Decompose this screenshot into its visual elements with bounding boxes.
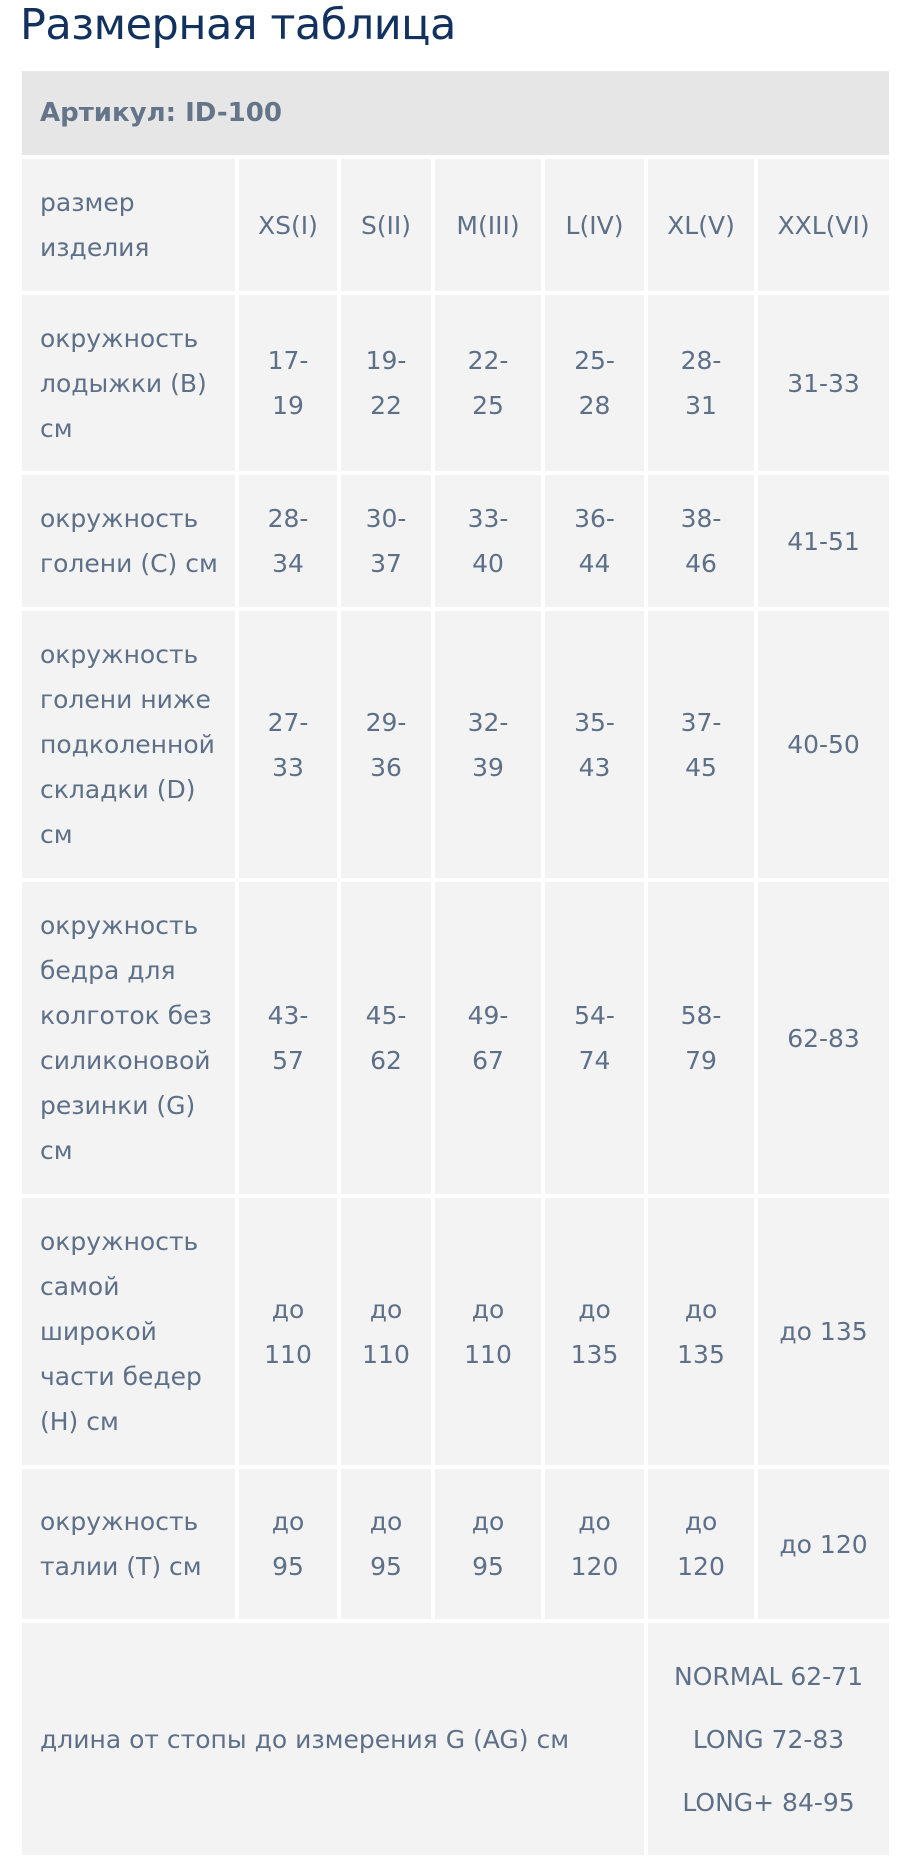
value-cell: до 135 (543, 1196, 646, 1467)
table-row (22, 473, 889, 609)
table-row (22, 880, 889, 1196)
value-cell: 33-40 (433, 473, 543, 609)
article-row (22, 71, 889, 157)
value-cell: 35-43 (543, 609, 646, 880)
value-cell: 27-33 (237, 609, 339, 880)
size-header-cell: XL(V) (646, 157, 756, 293)
table-row (22, 1467, 889, 1621)
table-row (22, 1196, 889, 1467)
value-cell: 32-39 (433, 609, 543, 880)
size-table (22, 71, 889, 1859)
value-cell: 30-37 (339, 473, 433, 609)
value-cell: до 135 (646, 1196, 756, 1467)
size-header-cell: XXL(VI) (756, 157, 889, 293)
value-cell: 22-25 (433, 293, 543, 473)
row-label: окружность бедра для колготок без силиконовой резинки (G) см (22, 880, 237, 1196)
value-cell: 17-19 (237, 293, 339, 473)
size-header-row (22, 157, 889, 293)
value-cell: 43-57 (237, 880, 339, 1196)
page-title: Размерная таблица (20, 0, 456, 50)
size-header-cell: S(II) (339, 157, 433, 293)
length-value: NORMAL 62-71 (674, 1661, 863, 1691)
row-label: окружность самой широкой части бедер (H) см (22, 1196, 237, 1467)
row-label: окружность талии (T) см (22, 1467, 237, 1621)
value-cell: 28-31 (646, 293, 756, 473)
row-label: окружность голени ниже подколенной складки (D) см (22, 609, 237, 880)
length-values (646, 1621, 889, 1857)
value-cell: до 95 (339, 1467, 433, 1621)
value-cell: 62-83 (756, 880, 889, 1196)
value-cell: 28-34 (237, 473, 339, 609)
value-cell: 19-22 (339, 293, 433, 473)
value-cell: 36-44 (543, 473, 646, 609)
value-cell: 25-28 (543, 293, 646, 473)
value-cell: 29-36 (339, 609, 433, 880)
value-cell: 38-46 (646, 473, 756, 609)
value-cell: до 120 (543, 1467, 646, 1621)
value-cell: 54-74 (543, 880, 646, 1196)
value-cell: до 95 (237, 1467, 339, 1621)
value-cell: 45-62 (339, 880, 433, 1196)
length-value: LONG 72-83 (692, 1724, 845, 1754)
value-cell: до 110 (237, 1196, 339, 1467)
value-cell: до 120 (756, 1467, 889, 1621)
value-cell: 40-50 (756, 609, 889, 880)
size-table-container (22, 71, 889, 1859)
table-row (22, 293, 889, 473)
size-header-cell: L(IV) (543, 157, 646, 293)
length-row (22, 1621, 889, 1857)
size-header-cell: M(III) (433, 157, 543, 293)
length-value: LONG+ 84-95 (682, 1787, 855, 1817)
value-cell: 37-45 (646, 609, 756, 880)
size-header-cell: XS(I) (237, 157, 339, 293)
value-cell: 41-51 (756, 473, 889, 609)
row-label: окружность голени (C) см (22, 473, 237, 609)
value-cell: до 110 (433, 1196, 543, 1467)
size-header-label: размер изделия (22, 157, 237, 293)
value-cell: до 110 (339, 1196, 433, 1467)
value-cell: до 95 (433, 1467, 543, 1621)
row-label: окружность лодыжки (B) см (22, 293, 237, 473)
value-cell: 31-33 (756, 293, 889, 473)
value-cell: до 120 (646, 1467, 756, 1621)
value-cell: 58-79 (646, 880, 756, 1196)
article-label: Артикул: ID-100 (22, 71, 889, 157)
length-label: длина от стопы до измерения G (AG) см (22, 1621, 646, 1857)
value-cell: до 135 (756, 1196, 889, 1467)
value-cell: 49-67 (433, 880, 543, 1196)
table-row (22, 609, 889, 880)
